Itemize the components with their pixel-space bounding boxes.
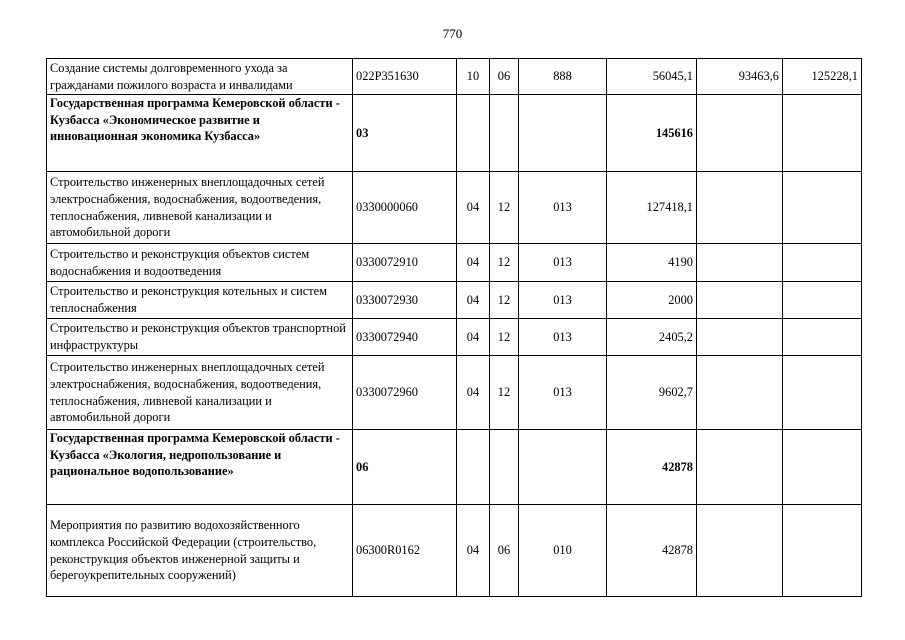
- row-code: 03: [353, 95, 457, 172]
- row-code: 0330000060: [353, 172, 457, 244]
- row-sum-1: 127418,1: [607, 172, 697, 244]
- row-sum-2: [697, 319, 783, 356]
- row-sum-3: [783, 356, 862, 430]
- row-sum-1: 2000: [607, 282, 697, 319]
- row-code: 0330072910: [353, 244, 457, 282]
- row-sum-2: [697, 244, 783, 282]
- row-sum-3: [783, 95, 862, 172]
- row-sum-2: [697, 505, 783, 597]
- row-section: 04: [457, 282, 490, 319]
- table-row: [47, 59, 862, 95]
- row-code: 06300R0162: [353, 505, 457, 597]
- page-number: 770: [442, 26, 463, 41]
- row-sum-2: 93463,6: [697, 59, 783, 95]
- row-vr: [519, 430, 607, 505]
- row-section: [457, 430, 490, 505]
- row-code: 0330072960: [353, 356, 457, 430]
- row-vr: 013: [519, 172, 607, 244]
- row-section: 04: [457, 319, 490, 356]
- row-name: Государственная программа Кемеровской области - Кузбасса «Экология, недропользование и рациональное водопользование»: [47, 430, 353, 505]
- row-section: 04: [457, 356, 490, 430]
- table-row: [47, 244, 862, 282]
- row-name: Мероприятия по развитию водохозяйственного комплекса Российской Федерации (строительство, реконструкция объектов инженерной защиты и берегоукрепительных сооружений): [47, 505, 353, 597]
- table-row: [47, 430, 862, 505]
- row-sum-3: [783, 430, 862, 505]
- row-vr: 013: [519, 282, 607, 319]
- row-subsection: [490, 95, 519, 172]
- row-sum-3: 125228,1: [783, 59, 862, 95]
- table-row: [47, 505, 862, 597]
- row-vr: 010: [519, 505, 607, 597]
- table-row: [47, 95, 862, 172]
- row-sum-2: [697, 95, 783, 172]
- row-subsection: [490, 430, 519, 505]
- row-name: Строительство и реконструкция объектов систем водоснабжения и водоотведения: [47, 244, 353, 282]
- row-code: 0330072930: [353, 282, 457, 319]
- row-sum-3: [783, 505, 862, 597]
- table-row: [47, 356, 862, 430]
- row-sum-3: [783, 282, 862, 319]
- row-section: [457, 95, 490, 172]
- row-vr: 013: [519, 244, 607, 282]
- row-sum-1: 56045,1: [607, 59, 697, 95]
- row-sum-2: [697, 282, 783, 319]
- row-vr: 888: [519, 59, 607, 95]
- table-row: [47, 319, 862, 356]
- row-code: 06: [353, 430, 457, 505]
- row-subsection: 06: [490, 59, 519, 95]
- row-code: 022P351630: [353, 59, 457, 95]
- row-subsection: 12: [490, 319, 519, 356]
- row-sum-2: [697, 356, 783, 430]
- row-name: Государственная программа Кемеровской области - Кузбасса «Экономическое развитие и инновационная экономика Кузбасса»: [47, 95, 353, 172]
- row-sum-2: [697, 172, 783, 244]
- row-vr: 013: [519, 319, 607, 356]
- row-subsection: 06: [490, 505, 519, 597]
- row-name: Строительство и реконструкция котельных и систем теплоснабжения: [47, 282, 353, 319]
- row-sum-1: 42878: [607, 430, 697, 505]
- row-subsection: 12: [490, 282, 519, 319]
- row-sum-1: 42878: [607, 505, 697, 597]
- row-sum-3: [783, 244, 862, 282]
- table-row: [47, 172, 862, 244]
- row-name: Строительство и реконструкция объектов транспортной инфраструктуры: [47, 319, 353, 356]
- row-sum-3: [783, 319, 862, 356]
- row-section: 04: [457, 505, 490, 597]
- row-name: Строительство инженерных внеплощадочных сетей электроснабжения, водоснабжения, водоотведения, теплоснабжения, ливневой канализации и автомобильной дороги: [47, 356, 353, 430]
- row-subsection: 12: [490, 172, 519, 244]
- row-subsection: 12: [490, 244, 519, 282]
- row-section: 04: [457, 244, 490, 282]
- row-section: 10: [457, 59, 490, 95]
- row-sum-1: 2405,2: [607, 319, 697, 356]
- row-vr: 013: [519, 356, 607, 430]
- row-sum-1: 145616: [607, 95, 697, 172]
- row-sum-1: 4190: [607, 244, 697, 282]
- row-subsection: 12: [490, 356, 519, 430]
- row-sum-2: [697, 430, 783, 505]
- row-section: 04: [457, 172, 490, 244]
- row-sum-1: 9602,7: [607, 356, 697, 430]
- row-sum-3: [783, 172, 862, 244]
- row-code: 0330072940: [353, 319, 457, 356]
- table-row: [47, 282, 862, 319]
- row-name: Строительство инженерных внеплощадочных сетей электроснабжения, водоснабжения, водоотведения, теплоснабжения, ливневой канализации и автомобильной дороги: [47, 172, 353, 244]
- row-name: Создание системы долговременного ухода за гражданами пожилого возраста и инвалидами: [47, 59, 353, 95]
- row-vr: [519, 95, 607, 172]
- budget-table: [46, 58, 862, 597]
